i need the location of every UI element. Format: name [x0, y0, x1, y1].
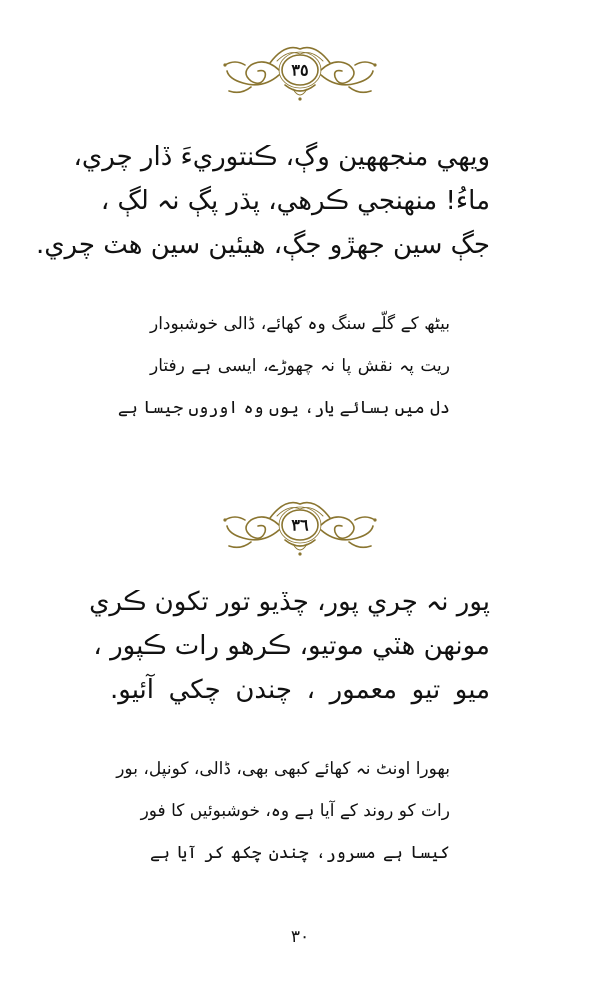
translation-line: کیسا ہے مسرور، چندن چکھ کر آیا ہے — [150, 843, 450, 863]
translation-line: دل میں بسائے یار، یوں وہ اوروں جیسا ہے — [117, 398, 450, 418]
section-ornament — [215, 35, 385, 105]
page-number: ٣٠ — [290, 927, 310, 947]
translation-line: رات کو روند کے آیا ہے وہ، خوشبوئیں کا فور — [140, 801, 450, 821]
verse-line: مونهن هٽي موتيو، ڪرهو رات ڪپور ، — [93, 631, 490, 661]
translation-line: ریت پہ نقش پا نہ چھوڑے، ایسی ہے رفتار — [150, 356, 450, 376]
verse-line: ماءُ! منهنجي ڪرهي، پڌر پڳ نہ لڳ ، — [100, 186, 490, 216]
urdu-translation — [116, 748, 450, 874]
section-number: ٣٥ — [291, 60, 309, 80]
verse-line: جڳ سين جهڙو جڳ، هيئين سين هٽ چري. — [35, 230, 490, 260]
verse-line: ويهي منجهھين وڳ، ڪنتوريءَ ڏار چري، — [73, 142, 490, 172]
sindhi-verse — [35, 135, 490, 267]
verse-line: ميو تيو معمور ، چندن چکي آئيو. — [110, 675, 490, 705]
section-ornament — [215, 490, 385, 560]
urdu-translation — [117, 303, 450, 429]
verse-line: پور نہ چري پور، چڏيو تور تکون ڪري — [89, 587, 490, 617]
section-number: ٣٦ — [291, 515, 309, 535]
translation-line: بیٹھ کے گلّے سنگ وہ کھائے، ڈالی خوشبودار — [150, 314, 450, 334]
translation-line: بھورا اونٹ نہ کھائے کبھی بھی، ڈالی، کونپل، بور — [116, 759, 450, 779]
sindhi-verse — [89, 580, 490, 712]
